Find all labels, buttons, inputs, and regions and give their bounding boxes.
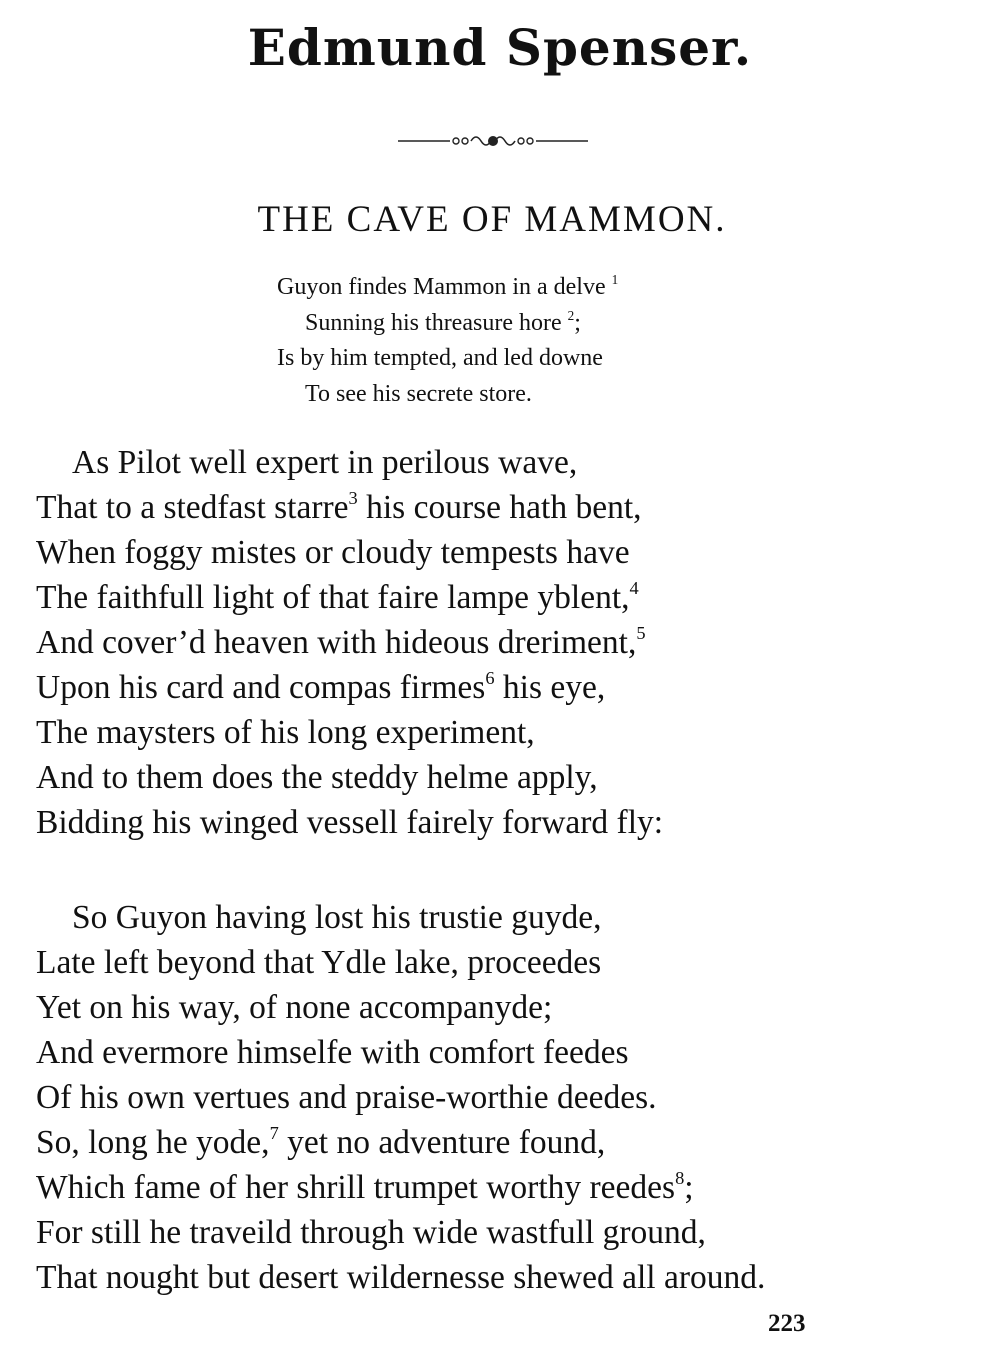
argument-line: Guyon findes Mammon in a delve $^1$ [277, 272, 619, 300]
page-number: 223 [768, 1310, 806, 1337]
verse-line: Upon his card and compas firmes$^6$ his eye, [36, 668, 606, 706]
footnote-marker: 2 [567, 307, 575, 323]
verse-line: And cover’d heaven with hideous dreriment,$^5$ [36, 623, 646, 661]
verse-line: Of his own vertues and praise-worthie deedes. [36, 1079, 657, 1116]
footnote-marker: 8 [675, 1168, 685, 1189]
verse-line: When foggy mistes or cloudy tempests have [36, 534, 630, 571]
verse-line: That nought but desert wildernesse shewed all around. [36, 1259, 766, 1296]
argument-line: Sunning his threasure hore $^2$; [305, 307, 581, 336]
author-heading: Edmund Spenser. [247, 18, 753, 77]
verse-line: So, long he yode,$^7$ yet no adventure found, [36, 1123, 606, 1161]
stanza-1 [36, 440, 663, 845]
verse-line: The faithfull light of that faire lampe yblent,$^4$ [36, 578, 639, 616]
verse-line: As Pilot well expert in perilous wave, [72, 444, 578, 481]
verse-line: Late left beyond that Ydle lake, proceedes [36, 944, 602, 981]
verse-line: And to them does the steddy helme apply, [36, 759, 598, 796]
footnote-marker: 1 [611, 272, 619, 288]
verse-line: That to a stedfast starre$^3$ his course hath bent, [36, 488, 642, 526]
footnote-marker: 6 [485, 668, 495, 689]
argument-line: Is by him tempted, and led downe [277, 345, 603, 371]
verse-line: Which fame of her shrill trumpet worthy reedes$^8$; [36, 1168, 694, 1206]
footnote-marker: 7 [269, 1123, 279, 1144]
poem-argument [277, 270, 618, 412]
verse-line: For still he traveild through wide wastfull ground, [36, 1214, 706, 1251]
footnote-marker: 3 [348, 488, 358, 509]
verse-line: So Guyon having lost his trustie guyde, [72, 899, 602, 936]
verse-line: The maysters of his long experiment, [36, 714, 535, 751]
footnote-marker: 4 [629, 578, 639, 599]
argument-line: To see his secrete store. [305, 380, 532, 407]
verse-line: Yet on his way, of none accompanyde; [36, 989, 553, 1026]
decorative-rule-ornament-icon [398, 130, 588, 152]
verse-line: And evermore himselfe with comfort feedes [36, 1034, 629, 1071]
verse-line: Bidding his winged vessell fairely forward fly: [36, 804, 664, 841]
footnote-marker: 5 [636, 623, 646, 644]
stanza-2 [36, 895, 765, 1300]
poem-title: THE CAVE OF MAMMON. [257, 199, 727, 240]
